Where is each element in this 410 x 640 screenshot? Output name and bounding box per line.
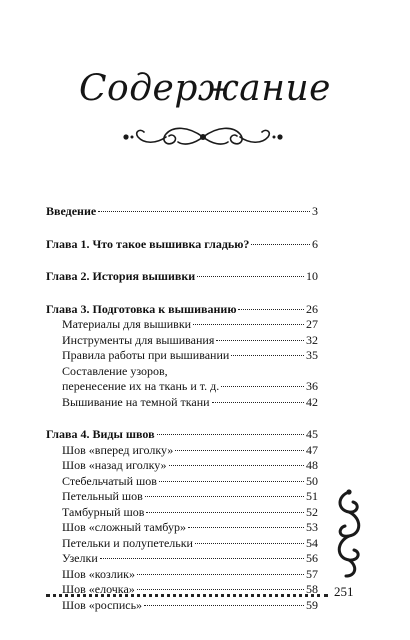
table-of-contents bbox=[46, 204, 318, 613]
page-number: 251 bbox=[334, 584, 354, 599]
footer-dotted-rule bbox=[46, 590, 328, 597]
toc-entry[interactable]: Шов «сложный тамбур» 53 bbox=[62, 520, 318, 534]
toc-entry[interactable]: Глава 3. Подготовка к вышиванию 26 bbox=[46, 301, 318, 316]
page-title: Содержание bbox=[79, 68, 331, 109]
toc-entry[interactable]: перенесение их на ткань и т. д. 36 bbox=[62, 379, 318, 393]
toc-entry[interactable]: Инструменты для вышивания 32 bbox=[62, 332, 318, 347]
toc-entry[interactable]: Правила работы при вышивании 35 bbox=[62, 348, 318, 362]
toc-entry[interactable]: Петельный шов 51 bbox=[62, 489, 318, 503]
toc-entry[interactable]: Шов «роспись» 59 bbox=[62, 597, 318, 612]
toc-entry[interactable]: Петельки и полупетельки 54 bbox=[62, 535, 318, 550]
toc-entry[interactable]: Глава 4. Виды швов 45 bbox=[46, 427, 318, 441]
scroll-ornament bbox=[332, 488, 366, 580]
toc-entry-line[interactable]: Составление узоров, bbox=[62, 363, 168, 378]
toc-entry[interactable]: Стебельчатый шов 50 bbox=[62, 473, 318, 488]
toc-entry[interactable]: Шов «козлик» 57 bbox=[62, 566, 318, 581]
toc-entry[interactable]: Узелки 56 bbox=[62, 551, 318, 565]
toc-entry[interactable]: Глава 2. История вышивки 10 bbox=[46, 269, 318, 283]
toc-entry[interactable]: Глава 1. Что такое вышивка гладью? 6 bbox=[46, 236, 318, 251]
toc-entry[interactable]: Шов «назад иголку» 48 bbox=[62, 458, 318, 472]
toc-entry[interactable]: Тамбурный шов 52 bbox=[62, 504, 318, 519]
toc-entry[interactable]: Вышивание на темной ткани 42 bbox=[62, 394, 318, 409]
toc-entry[interactable]: Введение 3 bbox=[46, 204, 318, 218]
flourish-ornament bbox=[118, 122, 288, 152]
toc-entry[interactable]: Шов «вперед иголку» 47 bbox=[62, 442, 318, 457]
toc-entry[interactable]: Материалы для вышивки 27 bbox=[62, 317, 318, 331]
toc-entry[interactable]: Шов «елочка» 58 bbox=[62, 582, 318, 596]
